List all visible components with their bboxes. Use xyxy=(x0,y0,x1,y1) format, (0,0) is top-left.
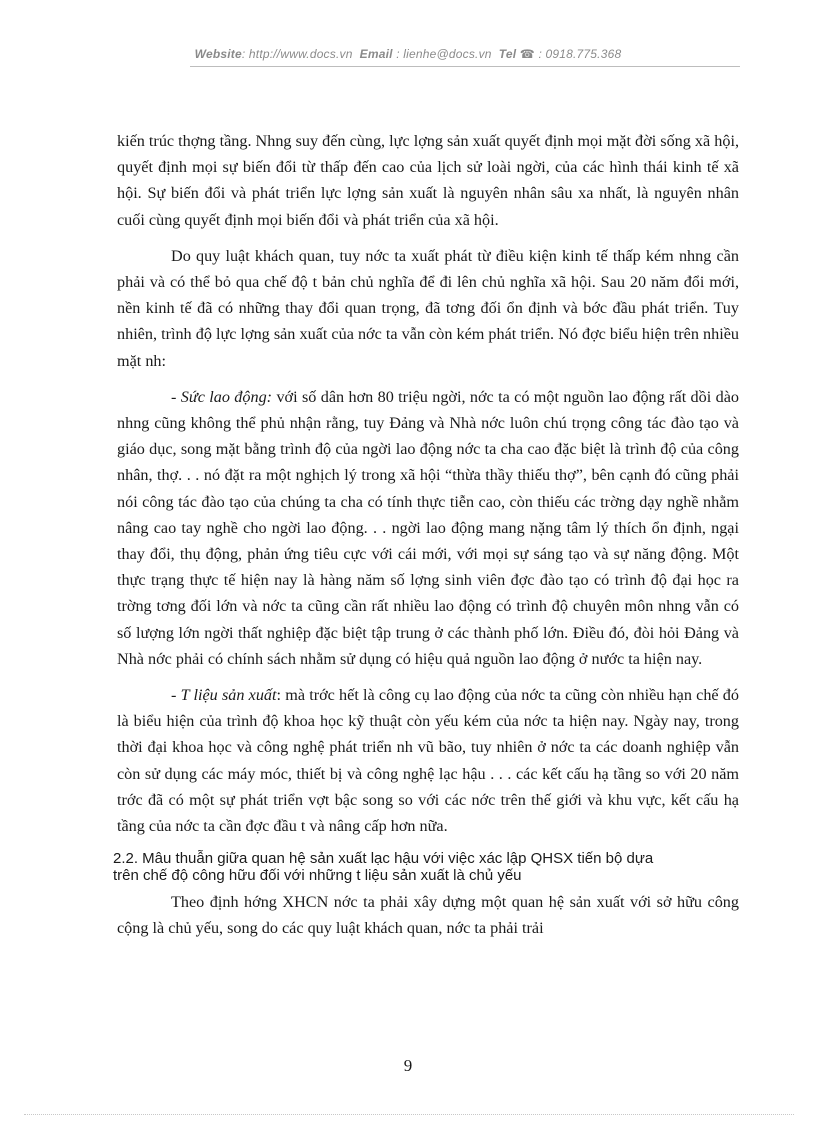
page-header xyxy=(0,47,816,61)
heading-line-2: trên chế độ công hữu đối với những t liệu sản xuất là chủ yếu xyxy=(113,867,522,885)
section-heading xyxy=(113,850,739,884)
website-label: Website xyxy=(194,47,242,61)
heading-line-1: 2.2. Mâu thuẫn giữa quan hệ sản xuất lạc hậu với việc xác lập QHSX tiến bộ dựa xyxy=(113,850,654,868)
header-rule xyxy=(190,66,740,67)
email-value: : lienhe@docs.vn xyxy=(396,47,492,61)
tel-label: Tel xyxy=(498,47,517,61)
paragraph-labor xyxy=(117,384,739,672)
email-label: Email xyxy=(359,47,393,61)
means-text: : mà trớc hết là công cụ lao động của nớc ta cũng còn nhiều hạn chế đó là biểu hiện của trình độ khoa học kỹ thuật còn yếu kém của nớc ta hiện nay. Ngày nay, trong thời đại khoa học và công nghệ phát triển nh vũ bão, tuy nhiên ở nớc ta các doanh nghiệp vẫn còn sử dụng các máy móc, thiết bị và công nghệ lạc hậu . . . các kết cấu hạ tầng so với 20 năm trớc đã có một sự phát triển vợt bậc song so với các nớc trên thế giới và khu vực, kết cấu hạ tầng của nớc ta cần đợc đầu t và nâng cấp hơn nữa. xyxy=(117,686,739,836)
labor-lead: - Sức lao động: xyxy=(171,387,273,406)
website-value: : http://www.docs.vn xyxy=(241,47,353,61)
document-body xyxy=(113,128,739,942)
labor-text: với số dân hơn 80 triệu ngời, nớc ta có một nguồn lao động rất dồi dào nhng cũng không thể phủ nhận rằng, tuy Đảng và Nhà nớc luôn chú trọng công tác đào tạo và giáo dục, song mặt bằng trình độ của ngời lao động nớc ta cha cao đặc biệt là trình độ của công nhân, thợ. . . nó đặt ra một nghịch lý trong xã hội “thừa thầy thiếu thợ”, bên cạnh đó cũng phải nói công tác đào tạo của chúng ta cha có tính thực tiễn cao, còn thiếu các trờng dạy nghề nhằm nâng cao tay nghề cho ngời lao động. . . ngời lao động mang nặng tâm lý thích ổn định, ngại thay đổi, thụ động, phản ứng tiêu cực với cái mới, với mọi sự sáng tạo và sự năng động. Một thực trạng thực tế hiện nay là hàng năm số lợng sinh viên đợc đào tạo có trình độ đại học ra trờng tơng đối lớn và nớc ta cũng cần rất nhiều lao động có trình độ chuyên môn nhng vẫn có số lượng lớn ngời thất nghiệp đặc biệt tập trung ở các thành phố lớn. Điều đó, đòi hỏi Đảng và Nhà nớc phải có chính sách nhằm sử dụng có hiệu quả nguồn lao động ở nước ta hiện nay. xyxy=(117,387,739,668)
paragraph-5: Theo định hớng XHCN nớc ta phải xây dựng một quan hệ sản xuất với sở hữu công cộng là chủ yếu, song do các quy luật khách quan, nớc ta phải trải xyxy=(117,893,739,938)
tel-value: ☎ : 0918.775.368 xyxy=(519,47,622,61)
page-number: 9 xyxy=(403,1056,413,1075)
paragraph-means xyxy=(117,682,739,839)
paragraph-1: kiến trúc thợng tầng. Nhng suy đến cùng, lực lợng sản xuất quyết định mọi mặt đời sống xã hội, quyết định mọi sự biến đổi từ thấp đến cao của lịch sử loài ngời, của các hình thái kinh tế xã hội. Sự biến đổi và phát triển lực lợng sản xuất là nguyên nhân sâu xa nhất, là nguyên nhân cuối cùng quyết định mọi biến đổi và phát triển của xã hội. xyxy=(117,132,739,229)
paragraph-2: Do quy luật khách quan, tuy nớc ta xuất phát từ điều kiện kinh tế thấp kém nhng cần phải và có thể bỏ qua chế độ t bản chủ nghĩa để đi lên chủ nghĩa xã hội. Sau 20 năm đổi mới, nền kinh tế đã có những thay đổi quan trọng, đã tơng đối ổn định và bớc đầu phát triển. Tuy nhiên, trình độ lực lợng sản xuất của nớc ta vẫn còn kém phát triển. Nó đợc biểu hiện trên nhiều mặt nh: xyxy=(117,246,739,370)
means-lead: - T liệu sản xuất xyxy=(171,686,277,705)
footer-rule xyxy=(24,1114,794,1115)
